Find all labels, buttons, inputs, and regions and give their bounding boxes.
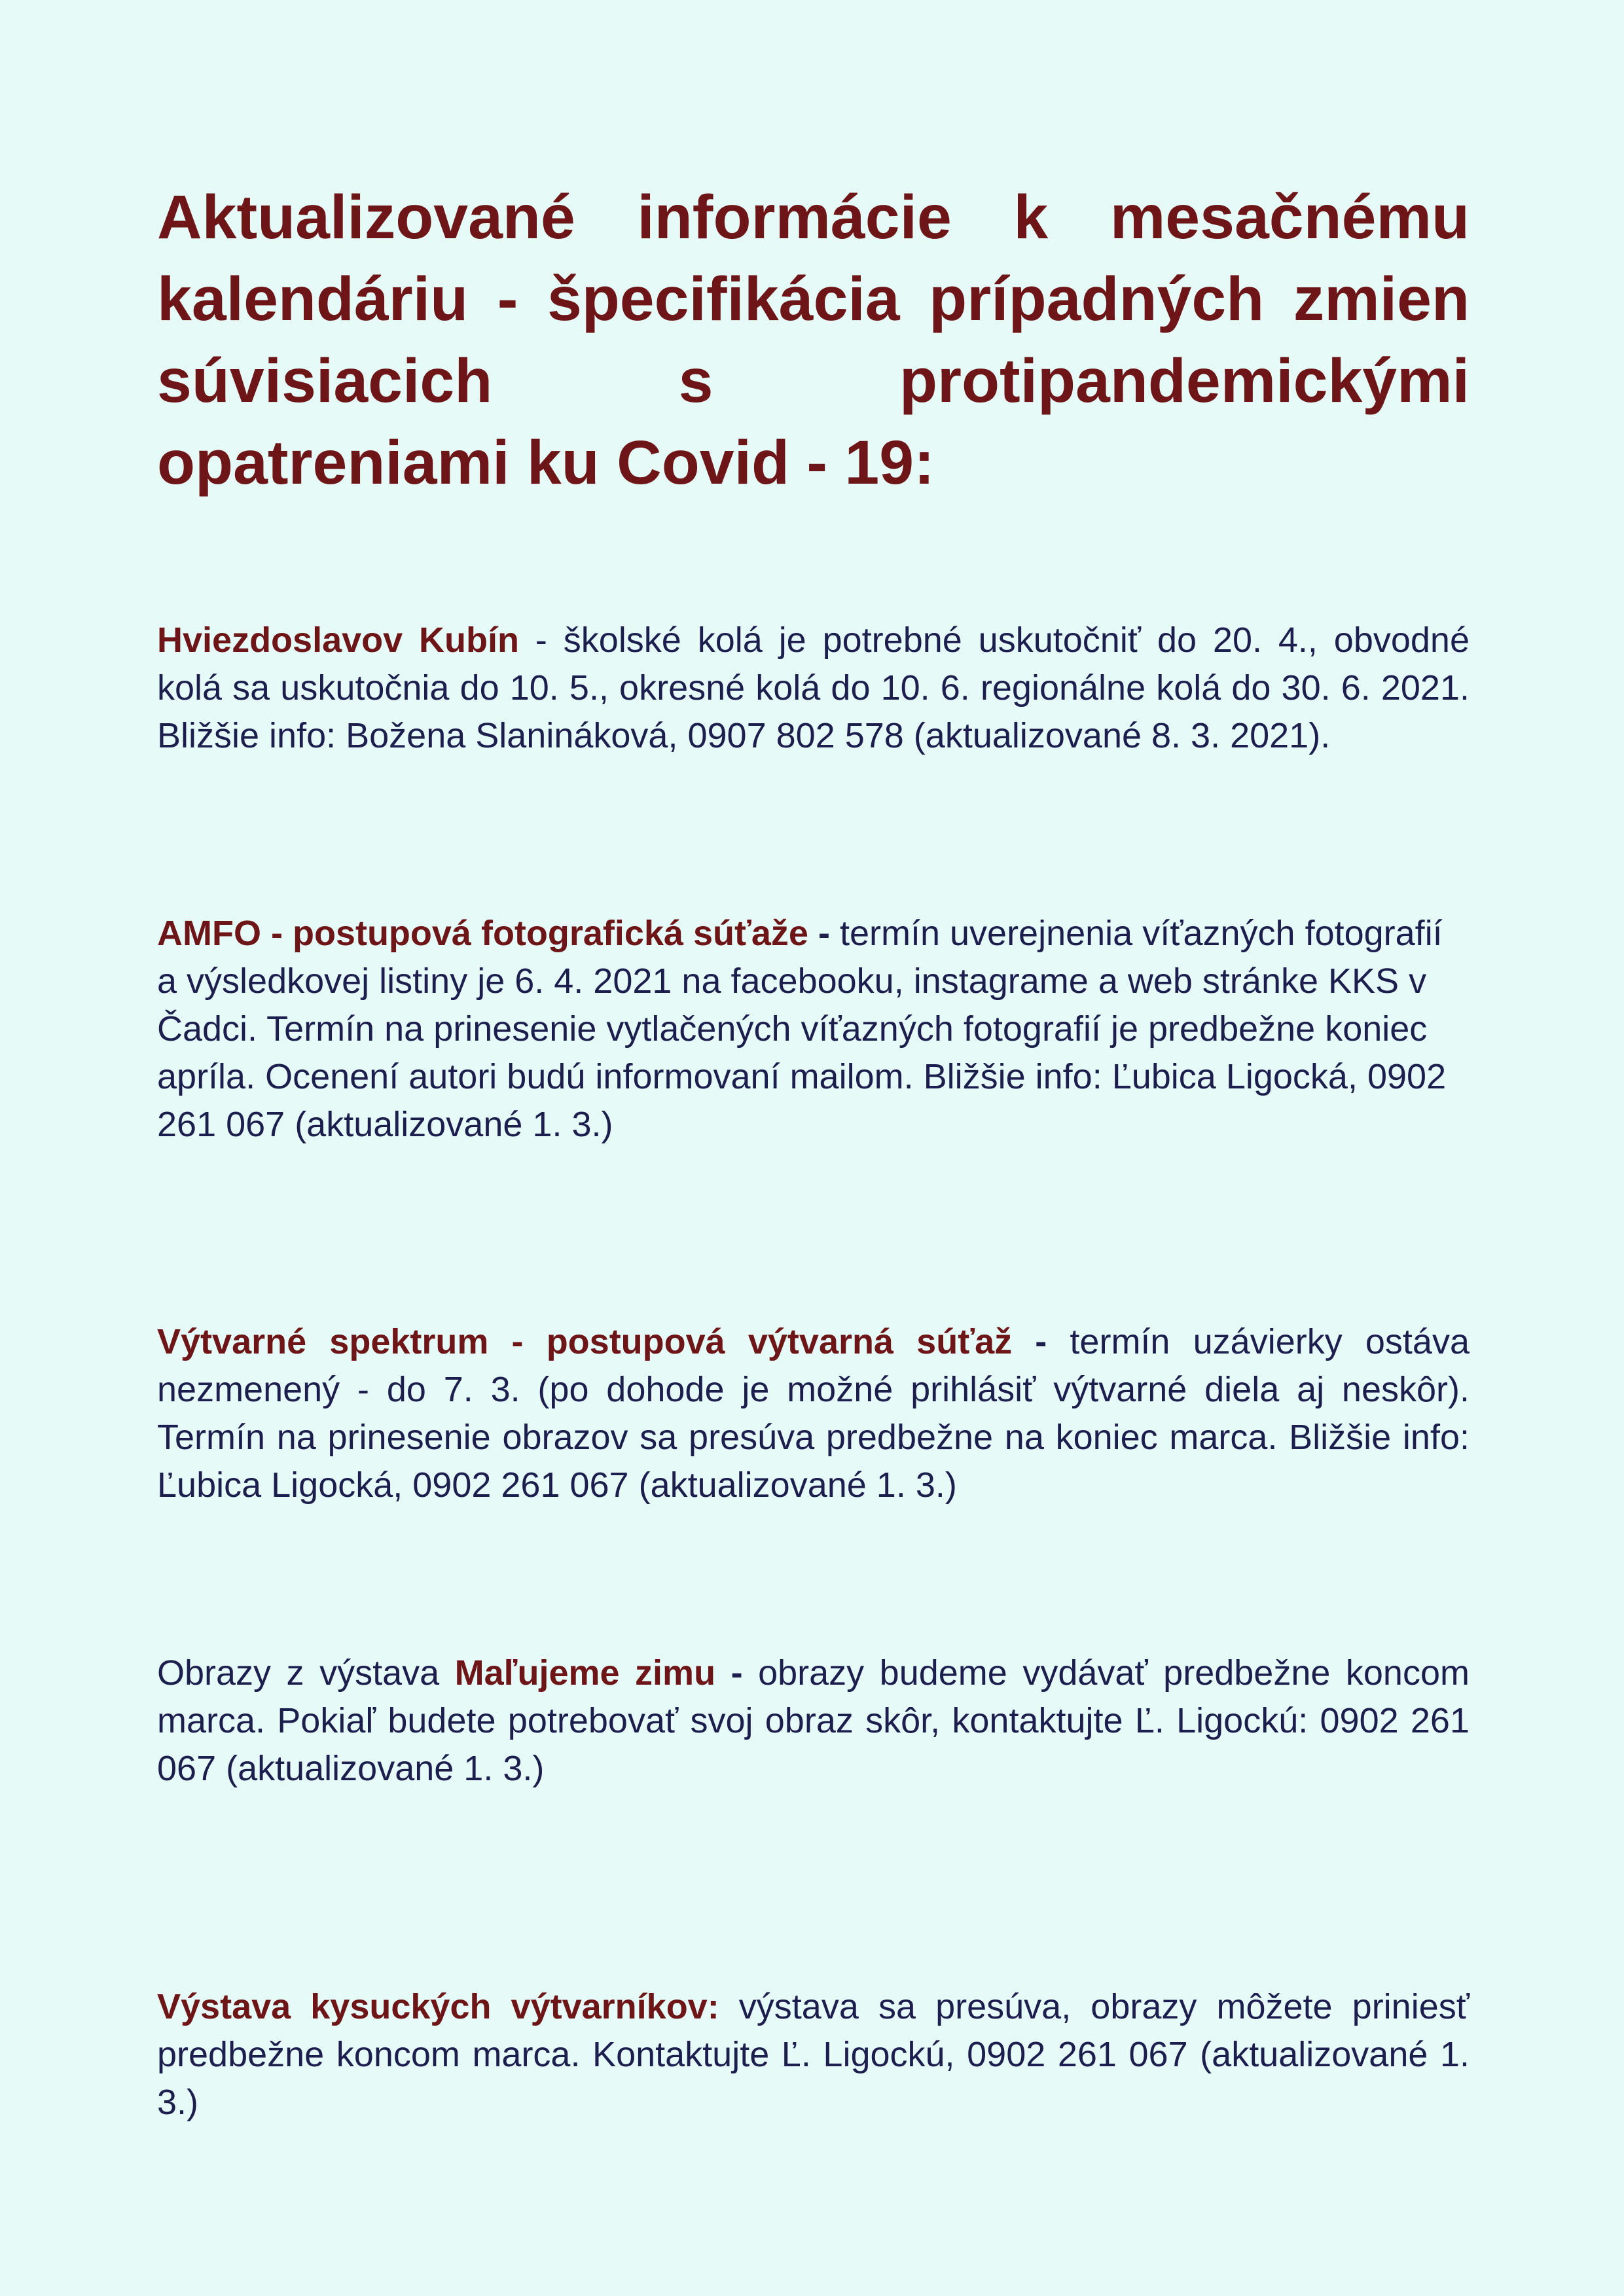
announcement-heading: Maľujeme zimu: [454, 1653, 716, 1693]
announcement-dash: -: [1012, 1322, 1047, 1361]
announcement-dash: -: [808, 914, 830, 953]
announcement-heading: AMFO - postupová fotografická súťaže: [157, 914, 808, 953]
announcement-text: výstava sa presúva, obrazy môžete priniesť predbežne koncom marca. Kontaktujte Ľ. Ligockú, 0902 261 067 (aktualizované 1. 3.): [157, 1987, 1470, 2122]
announcement-text: termín uzávierky ostáva nezmenený - do 7. 3. (po dohode je možné prihlásiť výtvarné diela aj neskôr). Termín na prinesenie obrazov sa presúva predbežne na koniec marca. Bližšie info: Ľubica Ligocká, 0902 261 067 (aktualizované 1. 3.): [157, 1322, 1470, 1505]
announcement-dash: -: [715, 1653, 743, 1693]
announcement-text: termín uverejnenia víťazných fotografií a výsledkovej listiny je 6. 4. 2021 na facebooku, instagrame a web stránke KKS v Čadci. Termín na prinesenie vytlačených víťazných fotografií je predbežne koniec apríla. Ocenení autori budú informovaní mailom. Bližšie info: Ľubica Ligocká, 0902 261 067 (aktualizované 1. 3.): [157, 914, 1447, 1144]
announcement-hviezdoslavov-kubin: [157, 617, 1470, 760]
announcement-vystava-kysuckych-vytvarnikov: [157, 1983, 1470, 2126]
announcement-text: obrazy budeme vydávať predbežne koncom marca. Pokiaľ budete potrebovať svoj obraz skôr, kontaktujte Ľ. Ligockú: 0902 261 067 (aktualizované 1. 3.): [157, 1653, 1470, 1788]
announcement-text: - školské kolá je potrebné uskutočniť do 20. 4., obvodné kolá sa uskutočnia do 10. 5., okresné kolá do 10. 6. regionálne kolá do 30. 6. 2021. Bližšie info: Božena Slanináková, 0907 802 578 (aktualizované 8. 3. 2021).: [157, 620, 1470, 755]
announcement-malujeme-zimu: [157, 1649, 1470, 1793]
announcement-vytvarne-spektrum: [157, 1318, 1470, 1509]
announcement-heading: Výstava kysuckých výtvarníkov:: [157, 1987, 719, 2026]
announcement-prefix: Obrazy z výstava: [157, 1653, 455, 1693]
announcement-heading: Hviezdoslavov Kubín: [157, 620, 520, 660]
page-title: Aktualizované informácie k mesačnému kalendáriu - špecifikácia prípadných zmien súvisiacich s protipandemickými opatreniami ku Covid - 19:: [157, 183, 1470, 497]
document-page: [157, 177, 1470, 504]
announcement-heading: Výtvarné spektrum - postupová výtvarná súťaž: [157, 1322, 1013, 1361]
announcement-amfo: [157, 910, 1470, 1149]
